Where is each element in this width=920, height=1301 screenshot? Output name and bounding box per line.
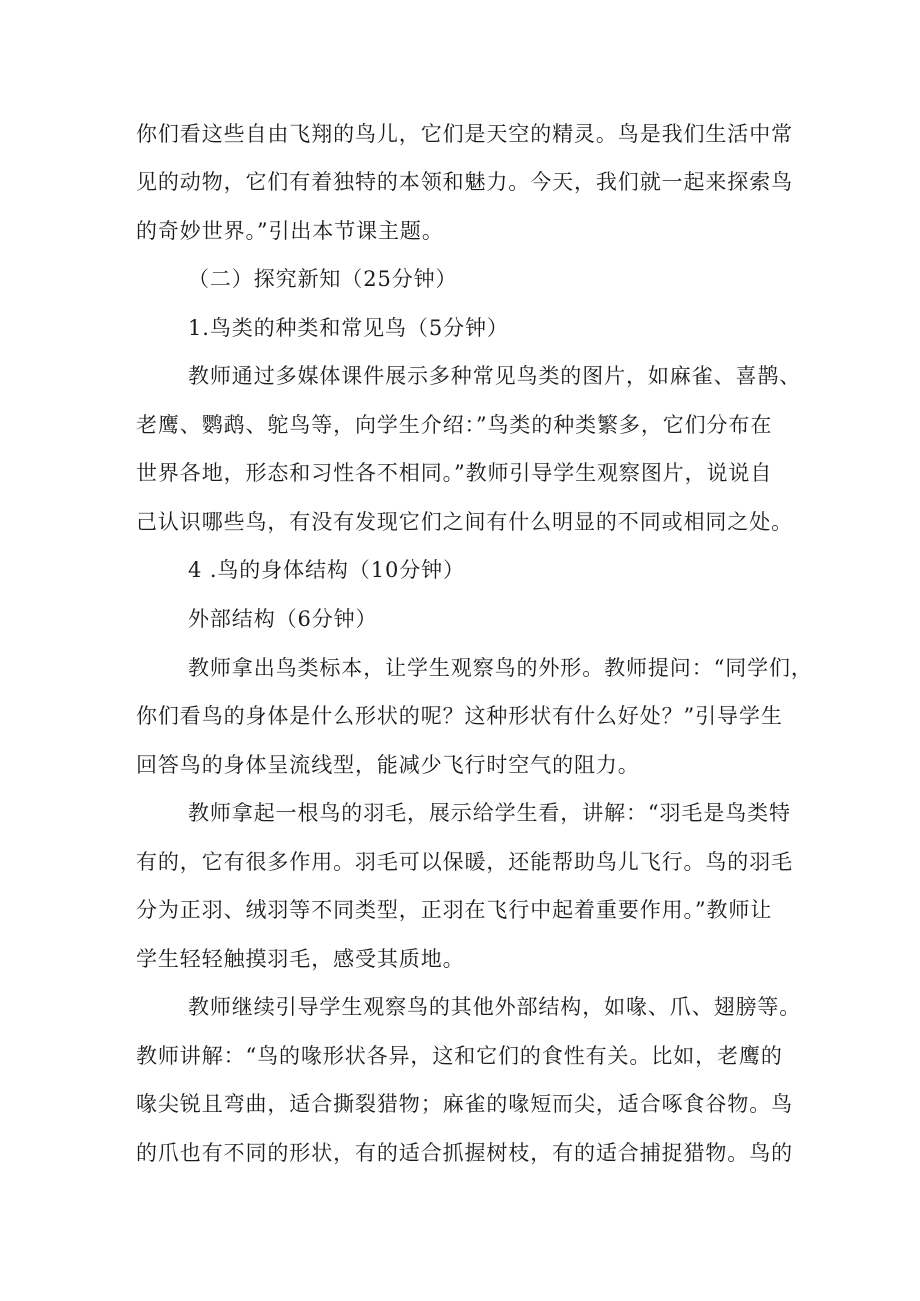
section-heading: （二）探究新知（25分钟） [188, 267, 458, 291]
subsection-heading-2: 4 .鸟的身体结构（10分钟） [188, 558, 465, 582]
paragraph-line-16: 有的，它有很多作用。羽毛可以保暖，还能帮助鸟儿飞行。鸟的羽毛 [136, 850, 793, 874]
paragraph-line-21: 喙尖锐且弯曲，适合撕裂猎物；麻雀的喙短而尖，适合啄食谷物。鸟 [136, 1092, 793, 1116]
paragraph-line-19: 教师继续引导学生观察鸟的其他外部结构，如喙、爪、翅膀等。 [188, 995, 802, 1019]
paragraph-line-7: 老鹰、鹦鹉、鸵鸟等，向学生介绍：”鸟类的种类繁多，它们分布在 [136, 413, 773, 437]
subsection-heading-3: 外部结构（6分钟） [188, 607, 378, 631]
paragraph-line-6: 教师通过多媒体课件展示多种常见鸟类的图片，如麻雀、喜鹊、 [188, 364, 802, 388]
paragraph-line-14: 回答鸟的身体呈流线型，能减少飞行时空气的阻力。 [136, 753, 640, 777]
paragraph-line-9: 己认识哪些鸟，有没有发现它们之间有什么明显的不同或相同之处。 [136, 510, 793, 534]
paragraph-line-15: 教师拿起一根鸟的羽毛，展示给学生看，讲解：“羽毛是鸟类特 [188, 801, 791, 825]
paragraph-line-3: 的奇妙世界。”引出本节课主题。 [136, 219, 444, 243]
paragraph-line-22: 的爪也有不同的形状，有的适合抓握树枝，有的适合捕捉猎物。鸟的 [136, 1141, 793, 1165]
subsection-heading-1: 1.鸟类的种类和常见鸟（5分钟） [188, 316, 509, 340]
paragraph-line-20: 教师讲解：“鸟的喙形状各异，这和它们的食性有关。比如，老鹰的 [136, 1044, 783, 1068]
paragraph-line-17: 分为正羽、绒羽等不同类型，正羽在飞行中起着重要作用。”教师让 [136, 898, 773, 922]
paragraph-line-2: 见的动物，它们有着独特的本领和魅力。今天，我们就一起来探索鸟 [136, 170, 793, 194]
paragraph-line-1: 你们看这些自由飞翔的鸟儿，它们是天空的精灵。鸟是我们生活中常 [136, 122, 793, 146]
paragraph-line-12: 教师拿出鸟类标本，让学生观察鸟的外形。教师提问：“同学们， [188, 656, 813, 680]
paragraph-line-18: 学生轻轻触摸羽毛，感受其质地。 [136, 947, 465, 971]
paragraph-line-13: 你们看鸟的身体是什么形状的呢？这种形状有什么好处？”引导学生 [136, 704, 783, 728]
paragraph-line-8: 世界各地，形态和习性各不相同。”教师引导学生观察图片，说说自 [136, 461, 773, 485]
